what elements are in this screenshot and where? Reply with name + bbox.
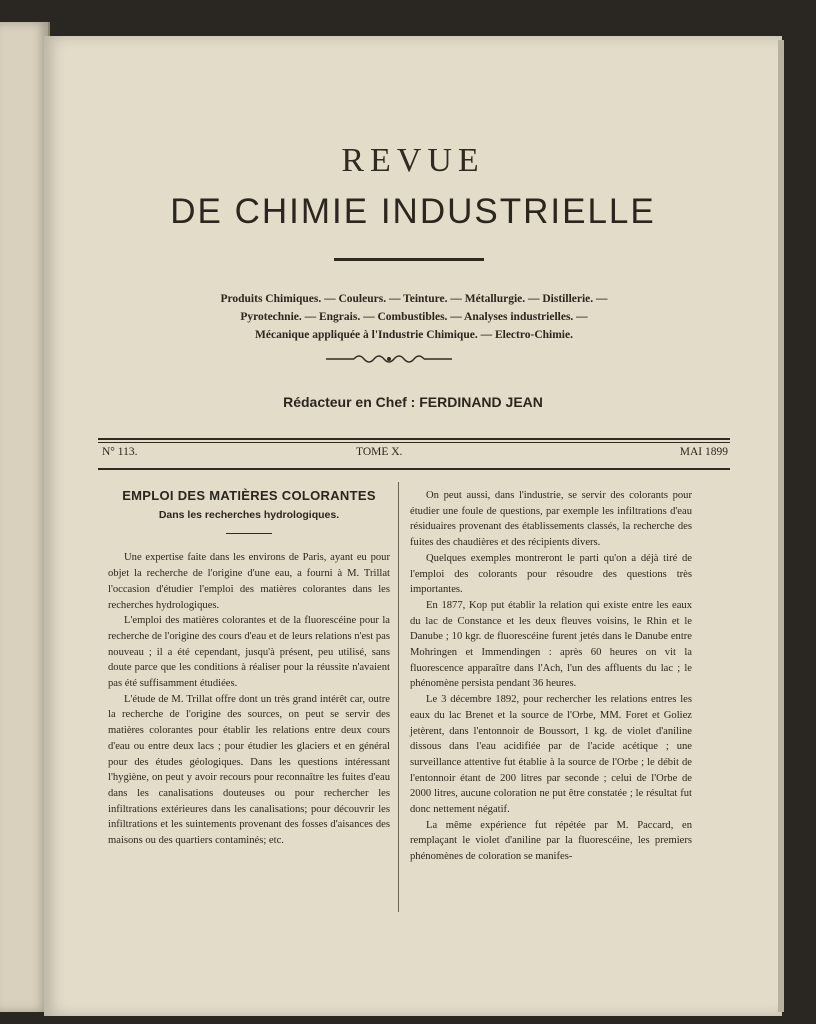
ornament-divider <box>324 352 454 366</box>
subjects-line: Produits Chimiques. — Couleurs. — Teinture. — Métallurgie. — Distillerie. — <box>220 293 608 305</box>
paragraph: On peut aussi, dans l'industrie, se servir des colorants pour étudier une foule de questions, par exemple les infiltrations d'eau résiduaires provenant des établissements classés, la recherche des fuites des chaudières et des récipients divers. <box>410 490 692 549</box>
header-rule-bottom <box>98 468 730 470</box>
left-column <box>108 488 390 849</box>
subjects-line: Mécanique appliquée à l'Industrie Chimique. — Electro-Chimie. <box>255 329 573 341</box>
paragraph: En 1877, Kop put établir la relation qui existe entre les eaux du lac de Constance et les deux fleuves voisins, le Rhin et le Danube ; 10 kgr. de fluorescéine furent jetés dans le Danube entre Mohringen et Immendingen : après 60 heures on vit la fluorescence apparaître dans l'Ach, l'un des affluents du lac ; le phénomène persista pendant 36 heures. <box>410 599 692 690</box>
article-subtitle: Dans les recherches hydrologiques. <box>158 508 340 521</box>
editor-line: Rédacteur en Chef : FERDINAND JEAN <box>283 394 543 410</box>
header-rule-top-thin <box>98 442 730 443</box>
title-rule <box>334 258 484 261</box>
right-column <box>410 488 692 865</box>
header-rule-top <box>98 438 730 440</box>
masthead-revue: REVUE <box>341 142 485 179</box>
paragraph: La même expérience fut répétée par M. Paccard, en remplaçant le violet d'aniline par la fluorescéine, les premiers phénomènes de coloration se manifes- <box>410 819 692 863</box>
subjects-line: Pyrotechnie. — Engrais. — Combustibles. — Analyses industrielles. — <box>240 311 588 323</box>
facing-page-edge <box>0 22 50 1012</box>
journal-page <box>44 36 782 1016</box>
page-edge <box>778 40 784 1012</box>
paragraph: L'emploi des matières colorantes et de la fluorescéine pour la recherche de l'origine des cours d'eau et de leurs relations n'est pas nouveau ; il a été cependant, jusqu'à présent, peu utilisé, sans doute parce que les conditions à réaliser pour la réussite n'avaient pas été suffisamment étudiées. <box>108 615 390 690</box>
paragraph: Le 3 décembre 1892, pour rechercher les relations entres les eaux du lac Brenet et la source de l'Orbe, MM. Foret et Goliez jetèrent, dans l'entonnoir de Boussort, 1 kg. de violet d'aniline dissous dans l'eau acidifiée par de l'acide acétique ; une surveillance attentive fut établie à la source de l'Orbe ; le débit de l'entonnoir étant de 200 litres par seconde ; celui de l'Orbe de 2000 litres, aucune coloration ne put être constatée ; le résultat fut donc nettement négatif. <box>410 694 692 816</box>
paragraph: Une expertise faite dans les environs de Paris, ayant eu pour objet la recherche de l'origine d'une eau, a fourni à M. Trillat l'occasion d'étudier l'emploi des matières colorantes dans les recherches hydrologiques. <box>108 552 390 611</box>
column-divider <box>398 482 399 912</box>
issue-info-row <box>102 446 728 464</box>
article-title: EMPLOI DES MATIÈRES COLORANTES <box>122 488 376 503</box>
article-rule <box>226 533 272 534</box>
paragraph: Quelques exemples montreront le parti qu'on a déjà tiré de l'emploi des colorants pour résoudre des questions très importantes. <box>410 552 692 596</box>
issue-tome: TOME X. <box>356 446 403 458</box>
paragraph: L'étude de M. Trillat offre dont un très grand intérêt car, outre la recherche de l'origine des sources, on peut se servir des matières colorantes pour établir les relations entre deux cours d'eau ou entre deux lacs ; pour étudier les glaciers et en général pour des études géologiques. Dans les questions intéressant l'hygiène, on peut y avoir recours pour reconnaître les fuites d'eau dans les canalisations douteuses ou pour rechercher les infiltrations extérieures dans les canalisations; pour découvrir les infiltrations et les suintements provenant des fosses d'aisances des maisons ou des quartiers contaminés; etc. <box>108 693 390 847</box>
issue-number: N° 113. <box>102 446 138 458</box>
subjects-list <box>94 290 734 344</box>
issue-date: MAI 1899 <box>679 446 728 458</box>
masthead-title: DE CHIMIE INDUSTRIELLE <box>170 192 656 231</box>
